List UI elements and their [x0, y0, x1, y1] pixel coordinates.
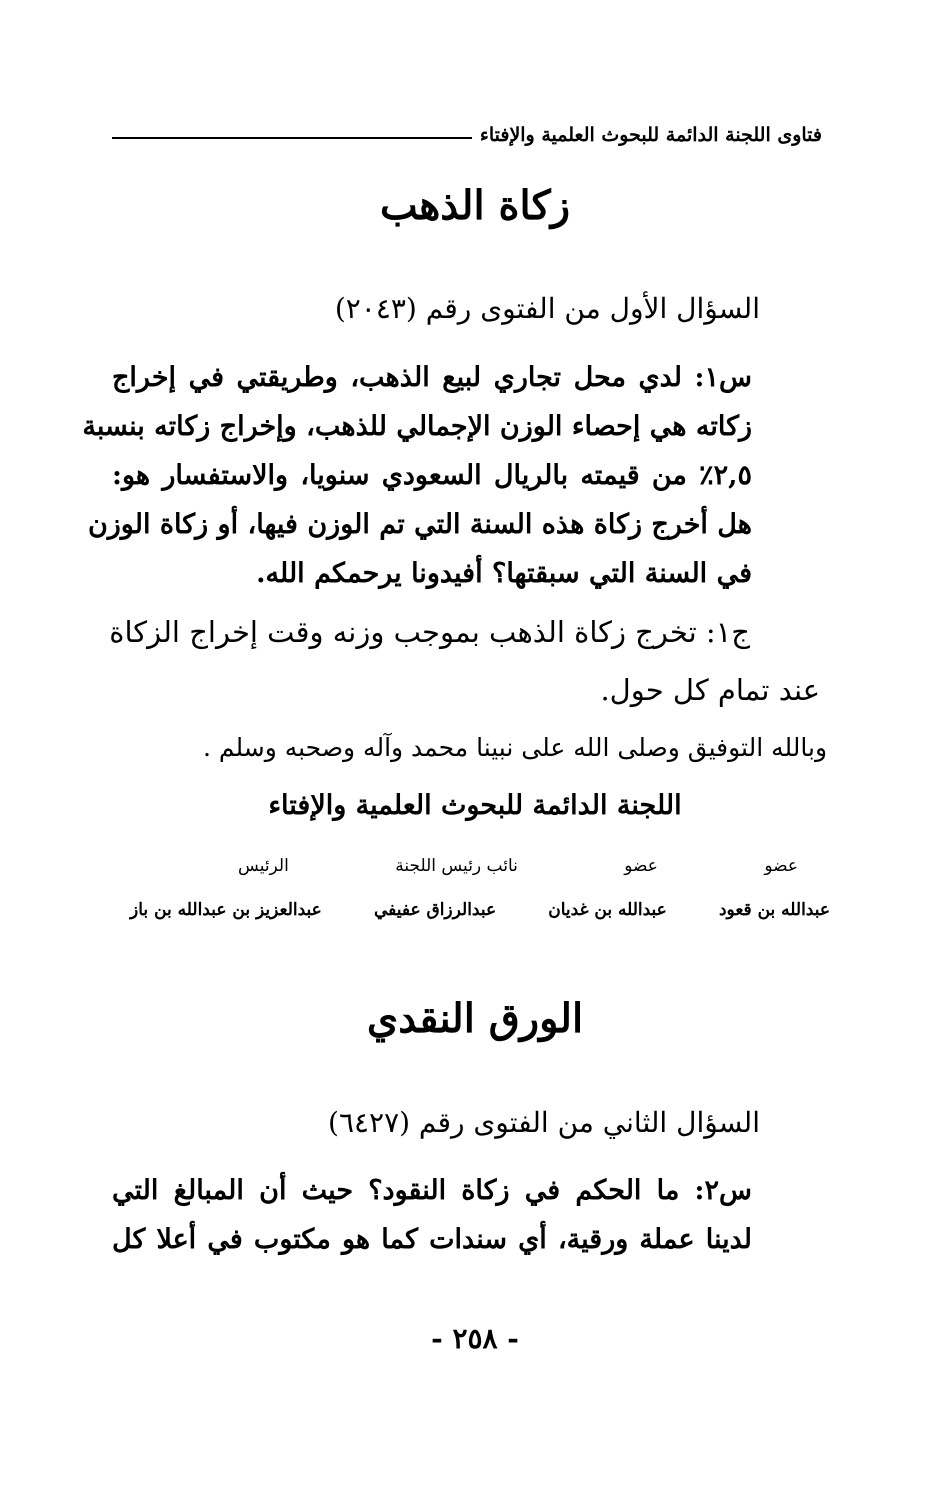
- question-2-line: لدينا عملة ورقية، أي سندات كما هو مكتوب في أعلا كل: [112, 1224, 752, 1255]
- page-number: - ٢٥٨ -: [431, 1322, 519, 1355]
- signatory-title: عضو: [624, 856, 658, 876]
- section-heading-paper-money: الورق النقدي: [366, 995, 584, 1042]
- question-1-line: زكاته هي إحصاء الوزن الإجمالي للذهب، وإخراج زكاته بنسبة: [82, 411, 752, 442]
- header-rule: [112, 137, 472, 139]
- question-1: [82, 353, 752, 598]
- signatory-names: [130, 900, 830, 920]
- question-1-line: س١: لدي محل تجاري لبيع الذهب، وطريقتي في إخراج: [112, 362, 752, 393]
- signatory-name: عبدالله بن غديان: [548, 900, 667, 920]
- signatory-titles: [130, 856, 830, 876]
- question-2-line: س٢: ما الحكم في زكاة النقود؟ حيث أن المبالغ التي: [112, 1175, 752, 1206]
- signatory-name: عبدالرزاق عفيفي: [373, 900, 497, 920]
- committee-name: اللجنة الدائمة للبحوث العلمية والإفتاء: [268, 790, 682, 821]
- signatory-title: الرئيس: [238, 856, 289, 876]
- fatwa-reference-1: السؤال الأول من الفتوى رقم (٢٠٤٣): [334, 292, 760, 325]
- question-1-line: هل أخرج زكاة هذه السنة التي تم الوزن فيها، أو زكاة الوزن: [87, 509, 752, 540]
- running-header-title: فتاوى اللجنة الدائمة للبحوث العلمية والإفتاء: [479, 124, 822, 146]
- signatory-name: عبدالعزيز بن عبدالله بن باز: [130, 900, 322, 920]
- answer-1-line: ج١: تخرج زكاة الذهب بموجب وزنه وقت إخراج الزكاة: [109, 615, 750, 649]
- question-2: [112, 1166, 752, 1264]
- section-heading-gold-zakat: زكاة الذهب: [379, 182, 571, 229]
- signatory-title: نائب رئيس اللجنة: [395, 856, 518, 876]
- question-1-line: في السنة التي سبقتها؟ أفيدونا يرحمكم الله.: [256, 558, 752, 589]
- question-1-line: ٢,٥٪ من قيمته بالريال السعودي سنويا، والاستفسار هو:: [112, 460, 752, 491]
- fatwa-reference-2: السؤال الثاني من الفتوى رقم (٦٤٢٧): [328, 1106, 760, 1139]
- signatory-name: عبدالله بن قعود: [718, 900, 830, 920]
- answer-1-line: عند تمام كل حول.: [600, 673, 820, 707]
- closing-formula: وبالله التوفيق وصلى الله على نبينا محمد وآله وصحبه وسلم .: [202, 733, 828, 762]
- running-header: [112, 118, 822, 152]
- signatory-title: عضو: [764, 856, 798, 876]
